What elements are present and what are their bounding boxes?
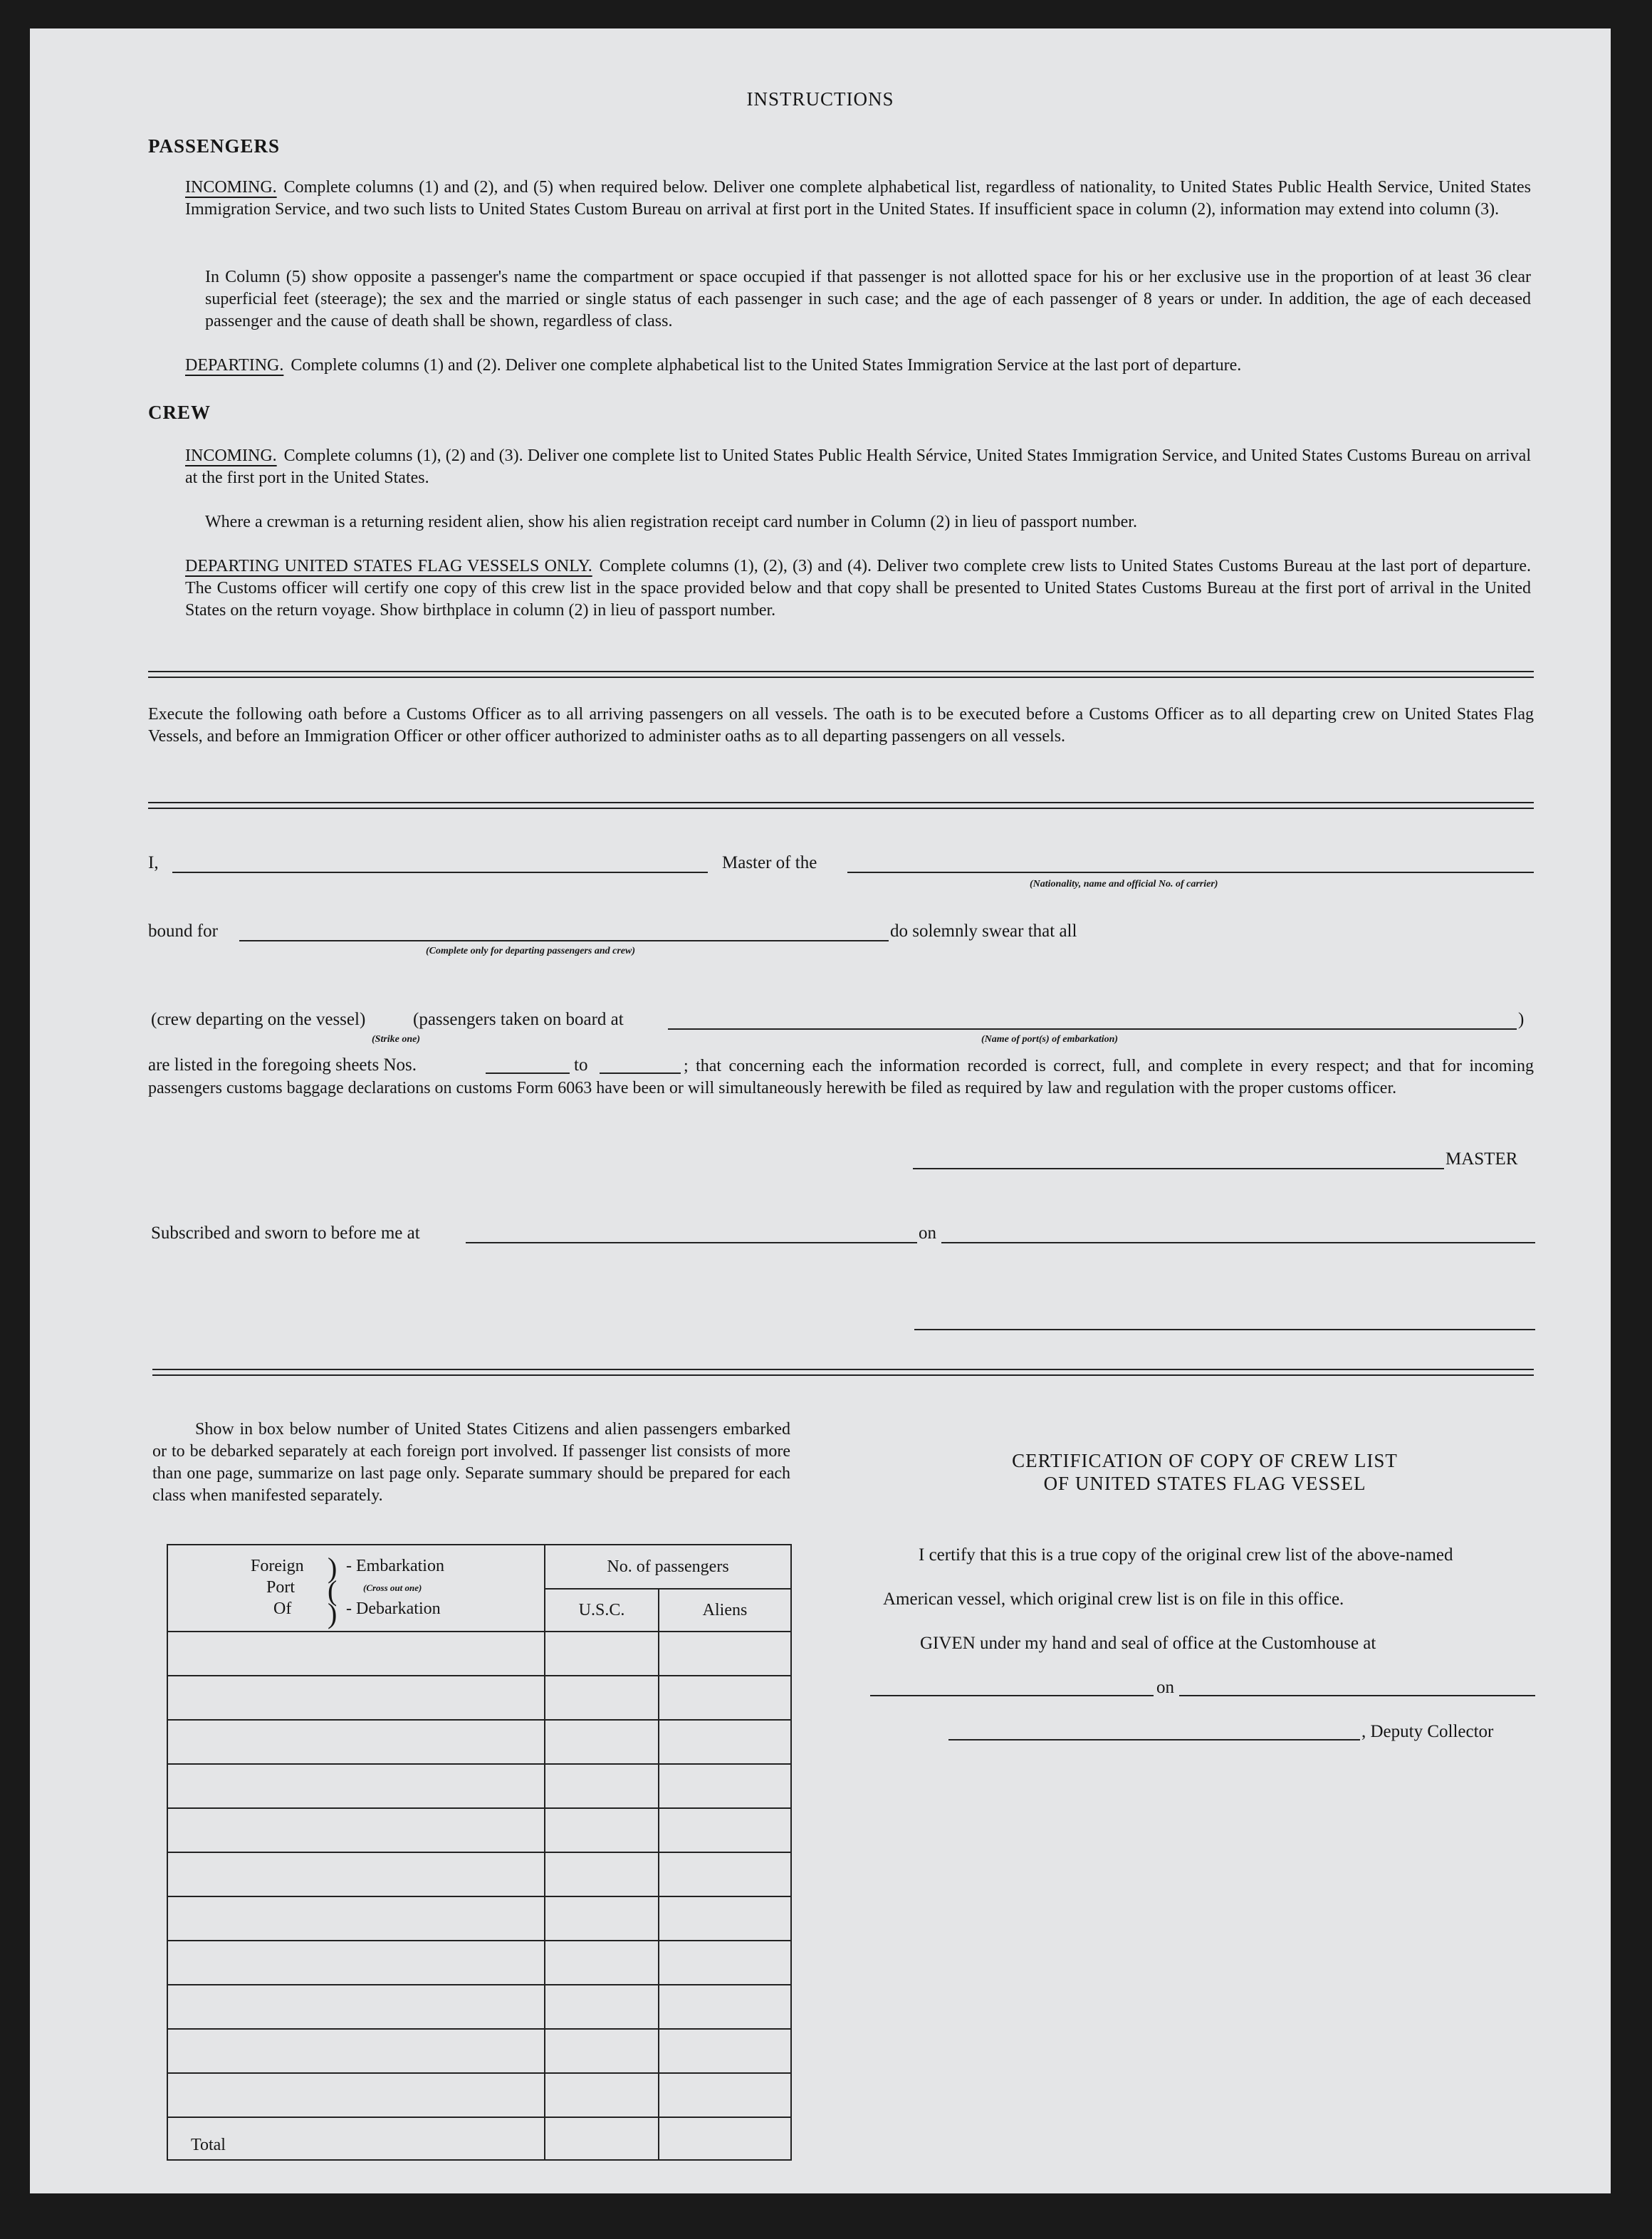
no-of-passengers-header: No. of passengers <box>545 1545 791 1589</box>
passengers-incoming-paragraph <box>185 177 1531 221</box>
aliens-cell[interactable] <box>659 1808 791 1852</box>
passengers-taken-option: (passengers taken on board at <box>413 1010 624 1029</box>
aliens-cell[interactable] <box>659 1852 791 1896</box>
customhouse-field[interactable] <box>870 1695 1154 1696</box>
deputy-collector-label: , Deputy Collector <box>1361 1722 1494 1741</box>
oath-divider <box>148 802 1534 809</box>
crew-incoming-paragraph <box>185 445 1531 489</box>
port-cell[interactable] <box>167 1632 545 1676</box>
master-name-field[interactable] <box>172 872 708 873</box>
port-cell[interactable] <box>167 1720 545 1764</box>
strike-one-hint: (Strike one) <box>372 1034 421 1045</box>
embarkation-port-field[interactable] <box>668 1028 1517 1030</box>
sworn-place-field[interactable] <box>466 1242 917 1243</box>
subscribed-label: Subscribed and sworn to before me at <box>151 1223 420 1243</box>
embarkation-port-hint: (Name of port(s) of embarkation) <box>981 1034 1119 1045</box>
certify-line2: American vessel, which original crew list is on file in this office. <box>883 1590 1344 1609</box>
officer-signature-field[interactable] <box>914 1329 1535 1330</box>
aliens-cell[interactable] <box>659 1632 791 1676</box>
summary-divider <box>152 1369 1534 1376</box>
usc-cell[interactable] <box>545 1985 659 2029</box>
usc-cell[interactable] <box>545 2073 659 2117</box>
master-signature-label: MASTER <box>1446 1149 1518 1169</box>
port-cell[interactable] <box>167 1852 545 1896</box>
usc-cell[interactable] <box>545 1852 659 1896</box>
usc-cell[interactable] <box>545 1676 659 1720</box>
oath-statement: ; that concerning each the information recorded is correct, full, and complete in every respect; and that for incoming passengers customs baggage declarations on customs Form 6063 have been or will simultaneously herewith be filed as required by law and regulation with the proper customs officer. <box>148 1057 1534 1097</box>
usc-total-cell[interactable] <box>545 2117 659 2160</box>
foreign-port-header <box>167 1545 545 1632</box>
aliens-cell[interactable] <box>659 2029 791 2073</box>
aliens-cell[interactable] <box>659 1676 791 1720</box>
bound-for-label: bound for <box>148 922 218 941</box>
certify-line1: I certify that this is a true copy of the original crew list of the above-named <box>919 1545 1453 1565</box>
sheets-listed-label: are listed in the foregoing sheets Nos. <box>148 1055 417 1075</box>
carrier-field[interactable] <box>847 872 1534 873</box>
close-paren: ) <box>1518 1010 1525 1029</box>
page-title: INSTRUCTIONS <box>746 88 894 110</box>
crew-departing-label: DEPARTING UNITED STATES FLAG VESSELS ONLY. <box>185 557 592 575</box>
master-signature-field[interactable] <box>913 1168 1444 1169</box>
aliens-cell[interactable] <box>659 1985 791 2029</box>
passengers-departing-text: Complete columns (1) and (2). Deliver one complete alphabetical list to the United States Immigration Service at the last port of departure. <box>291 356 1242 375</box>
of-label: Of <box>273 1599 292 1618</box>
port-cell[interactable] <box>167 1985 545 2029</box>
port-cell[interactable] <box>167 2029 545 2073</box>
port-cell[interactable] <box>167 1808 545 1852</box>
crew-resident-paragraph: Where a crewman is a returning resident alien, show his alien registration receipt card number in Column (2) in lieu of passport number. <box>205 513 1137 531</box>
crew-heading: CREW <box>148 402 211 423</box>
form-page <box>30 28 1611 2193</box>
oath-intro: Execute the following oath before a Customs Officer as to all arriving passengers on all vessels. The oath is to be executed before a Customs Officer as to all departing crew on United States Flag Vessels, and before an Immigration Officer or other officer authorized to administer oaths as to all departing passengers on all vessels. <box>148 705 1534 746</box>
aliens-cell[interactable] <box>659 1764 791 1808</box>
total-label: Total <box>167 2117 545 2160</box>
aliens-cell[interactable] <box>659 1720 791 1764</box>
usc-cell[interactable] <box>545 1720 659 1764</box>
aliens-total-cell[interactable] <box>659 2117 791 2160</box>
carrier-hint: (Nationality, name and official No. of carrier) <box>1030 879 1218 889</box>
usc-header: U.S.C. <box>545 1589 659 1632</box>
embarkation-label: - Embarkation <box>346 1557 444 1575</box>
port-label: Port <box>266 1578 296 1597</box>
usc-cell[interactable] <box>545 1632 659 1676</box>
aliens-header: Aliens <box>659 1589 791 1632</box>
crew-incoming-text: Complete columns (1), (2) and (3). Deliver one complete list to United States Public Health Sérvice, United States Immigration Service, and United States Customs Bureau on arrival at the first port in the United States. <box>185 447 1531 487</box>
bound-for-field[interactable] <box>239 940 889 941</box>
usc-cell[interactable] <box>545 1764 659 1808</box>
sworn-on-label: on <box>919 1223 936 1243</box>
certification-title-line2: OF UNITED STATES FLAG VESSEL <box>1043 1473 1366 1494</box>
certification-date-field[interactable] <box>1179 1695 1535 1696</box>
crew-departing-option: (crew departing on the vessel) <box>151 1010 366 1029</box>
port-cell[interactable] <box>167 1676 545 1720</box>
debarkation-label: - Debarkation <box>346 1599 441 1618</box>
aliens-cell[interactable] <box>659 1896 791 1941</box>
deputy-collector-signature-field[interactable] <box>948 1739 1360 1740</box>
sheet-to-label: to <box>574 1055 588 1075</box>
crew-departing-paragraph <box>185 555 1531 622</box>
brace-icon: ) ( ) <box>328 1552 338 1629</box>
usc-cell[interactable] <box>545 2029 659 2073</box>
section-divider <box>148 671 1534 678</box>
certification-on-label: on <box>1156 1678 1174 1697</box>
passengers-incoming-label: INCOMING. <box>185 178 277 197</box>
given-text: GIVEN under my hand and seal of office at the Customhouse at <box>920 1634 1376 1653</box>
aliens-cell[interactable] <box>659 1941 791 1985</box>
passengers-heading: PASSENGERS <box>148 135 281 157</box>
oath-i-label: I, <box>148 853 159 872</box>
port-cell[interactable] <box>167 1764 545 1808</box>
passenger-summary-table <box>167 1544 792 2161</box>
swear-label: do solemnly swear that all <box>890 922 1077 941</box>
passengers-incoming-text: Complete columns (1) and (2), and (5) when required below. Deliver one complete alphabetical list, regardless of nationality, to United States Public Health Service, United States Immigration Service, and two such lists to United States Custom Bureau on arrival at first port in the United States. If insufficient space in column (2), information may extend into column (3). <box>185 178 1531 219</box>
port-cell[interactable] <box>167 1941 545 1985</box>
bound-for-hint: (Complete only for departing passengers and crew) <box>426 946 635 956</box>
port-cell[interactable] <box>167 1896 545 1941</box>
certification-title-line1: CERTIFICATION OF COPY OF CREW LIST <box>1012 1450 1398 1471</box>
passengers-departing-label: DEPARTING. <box>185 356 284 375</box>
port-cell[interactable] <box>167 2073 545 2117</box>
usc-cell[interactable] <box>545 1896 659 1941</box>
aliens-cell[interactable] <box>659 2073 791 2117</box>
passengers-column5-paragraph: In Column (5) show opposite a passenger's name the compartment or space occupied if that passenger is not allotted space for his or her exclusive use in the proportion of at least 36 clear superficial feet (steerage); the sex and the married or single status of each passenger in such case; and the age of each passenger of 8 years or under. In addition, the age of each deceased passenger and the cause of death shall be shown, regardless of class. <box>205 268 1531 330</box>
usc-cell[interactable] <box>545 1808 659 1852</box>
passengers-departing-paragraph <box>185 355 1531 377</box>
foreign-label: Foreign <box>251 1557 304 1575</box>
sworn-date-field[interactable] <box>941 1242 1535 1243</box>
master-of-label: Master of the <box>722 853 817 872</box>
summary-instructions: Show in box below number of United States Citizens and alien passengers embarked or to be debarked separately at each foreign port involved. If passenger list consists of more than one page, summarize on last page only. Separate summary should be prepared for each class when manifested separately. <box>152 1420 790 1505</box>
crew-incoming-label: INCOMING. <box>185 447 277 465</box>
crew-departing-text: Complete columns (1), (2), (3) and (4). Deliver two complete crew lists to United States Customs Bureau at the last port of departure. The Customs officer will certify one copy of this crew list in the space provided below and that copy shall be presented to United States Customs Bureau at the first port of arrival in the United States on the return voyage. Show birthplace in column (2) in lieu of passport number. <box>185 557 1531 620</box>
usc-cell[interactable] <box>545 1941 659 1985</box>
cross-out-hint: (Cross out one) <box>363 1582 422 1593</box>
